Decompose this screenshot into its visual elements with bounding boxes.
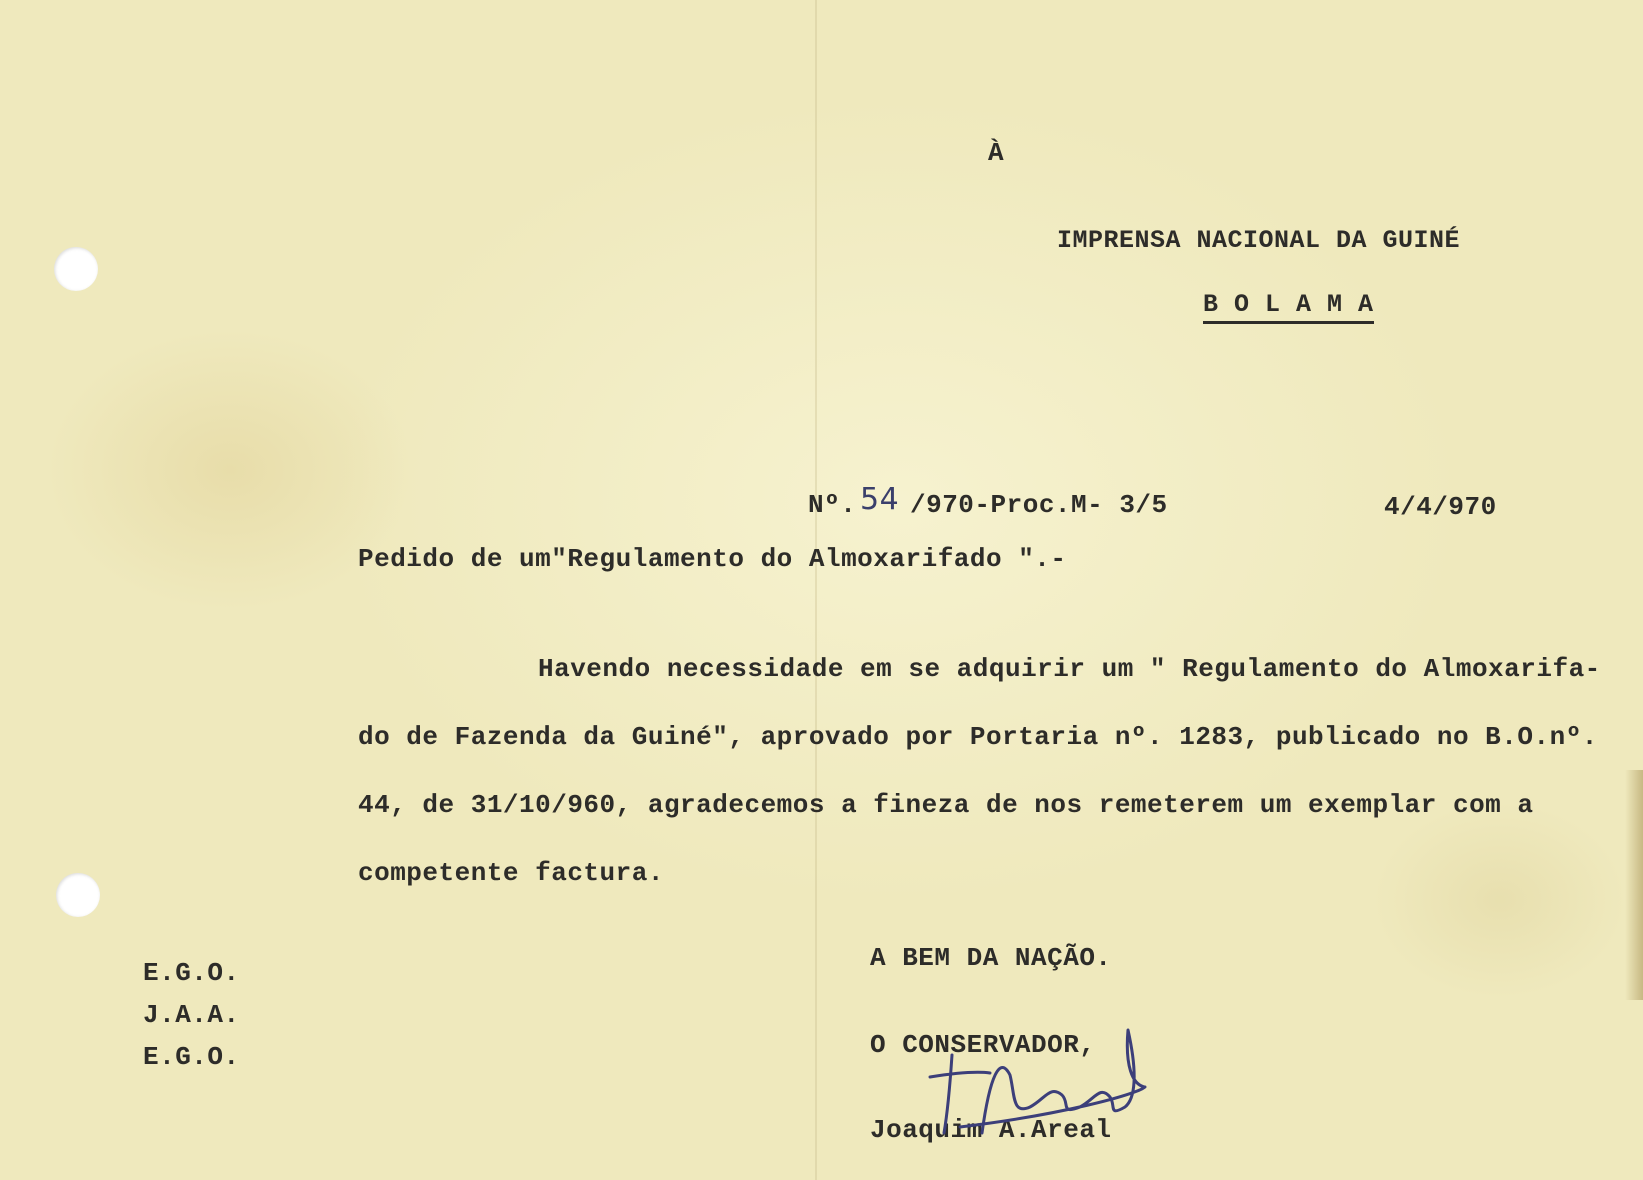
punch-hole-top bbox=[54, 247, 98, 291]
salutation: À bbox=[988, 138, 1005, 168]
closing-formula: A BEM DA NAÇÃO. bbox=[870, 943, 1112, 973]
signatory-name: Joaquim A.Areal bbox=[870, 1115, 1112, 1145]
reference-number: 54 bbox=[860, 482, 900, 517]
body-line-3: 44, de 31/10/960, agradecemos a fineza de nos remeterem um exemplar com a bbox=[358, 790, 1534, 820]
recipient-city: B O L A M A bbox=[1203, 290, 1374, 324]
recipient-name: IMPRENSA NACIONAL DA GUINÉ bbox=[1057, 226, 1461, 255]
initials-line-3: E.G.O. bbox=[143, 1042, 240, 1072]
reference-prefix: Nº. bbox=[808, 490, 857, 520]
letter-date: 4/4/970 bbox=[1384, 492, 1497, 522]
initials-line-2: J.A.A. bbox=[143, 1000, 240, 1030]
initials-line-1: E.G.O. bbox=[143, 958, 240, 988]
reference-suffix: /970-Proc.M- 3/5 bbox=[910, 490, 1168, 520]
body-line-2: do de Fazenda da Guiné", aprovado por Portaria nº. 1283, publicado no B.O.nº. bbox=[358, 722, 1598, 752]
body-line-1: Havendo necessidade em se adquirir um " Regulamento do Almoxarifa- bbox=[538, 654, 1601, 684]
paper-crease bbox=[815, 0, 817, 1180]
punch-hole-bottom bbox=[56, 873, 100, 917]
handwritten-signature bbox=[920, 1015, 1160, 1145]
signatory-title: O CONSERVADOR, bbox=[870, 1030, 1096, 1060]
body-line-4: competente factura. bbox=[358, 858, 664, 888]
edge-stain bbox=[1625, 770, 1643, 1000]
subject-line: Pedido de um"Regulamento do Almoxarifado ".- bbox=[358, 544, 1067, 574]
